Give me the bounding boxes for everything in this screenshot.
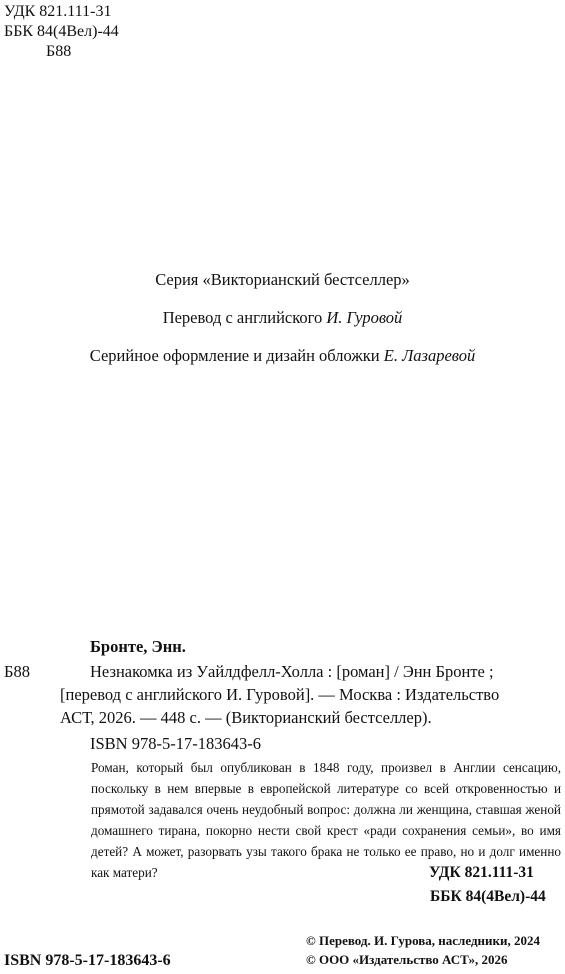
copyright-publisher: © ООО «Издательство АСТ», 2026: [306, 952, 508, 967]
design-prefix: Серийное оформление и дизайн обложки: [89, 346, 380, 365]
catalog-author: Бронте, Энн.: [90, 637, 186, 656]
designer-name: Е. Лазаревой: [383, 346, 476, 365]
author-mark-top: Б88: [46, 43, 72, 60]
catalog-line-3: АСТ, 2026. — 448 с. — (Викторианский бестселлер).: [60, 708, 432, 727]
translation-prefix: Перевод с английского: [162, 308, 323, 327]
bbk-code-top: ББК 84(4Вел)-44: [4, 23, 119, 40]
catalog-isbn: ISBN 978-5-17-183643-6: [90, 734, 261, 753]
bbk-code-bottom: ББК 84(4Вел)-44: [430, 888, 546, 905]
translator-name: И. Гуровой: [326, 308, 403, 327]
copyright-translation: © Перевод. И. Гурова, наследники, 2024: [306, 933, 540, 948]
udk-code-top: УДК 821.111-31: [4, 3, 112, 20]
translation-credit: [0, 308, 565, 328]
annotation-text: Роман, который был опубликован в 1848 году, произвел в Англии сенсацию, поскольку в нем впервые в европейской литературе со всей откровенностью и прямотой задавался очень неудобный вопрос: должна ли женщина, ставшая женой домашнего тирана, покорно нести свой крест «ради сохранения семьи», во имя детей? А может, разорвать узы такого брака не только ее право, но и долг именно как матери?: [91, 760, 561, 880]
catalog-title-line: Незнакомка из Уайлдфелл-Холла : [роман] / Энн Бронте ;: [90, 662, 494, 681]
catalog-mark: Б88: [4, 662, 30, 681]
design-credit: [0, 346, 565, 366]
footer-isbn: ISBN 978-5-17-183643-6: [4, 952, 171, 969]
catalog-line-2: [перевод с английского И. Гуровой]. — Москва : Издательство: [60, 685, 500, 704]
udk-code-bottom: УДК 821.111-31: [429, 864, 534, 881]
series-line: Серия «Викторианский бестселлер»: [155, 270, 410, 289]
